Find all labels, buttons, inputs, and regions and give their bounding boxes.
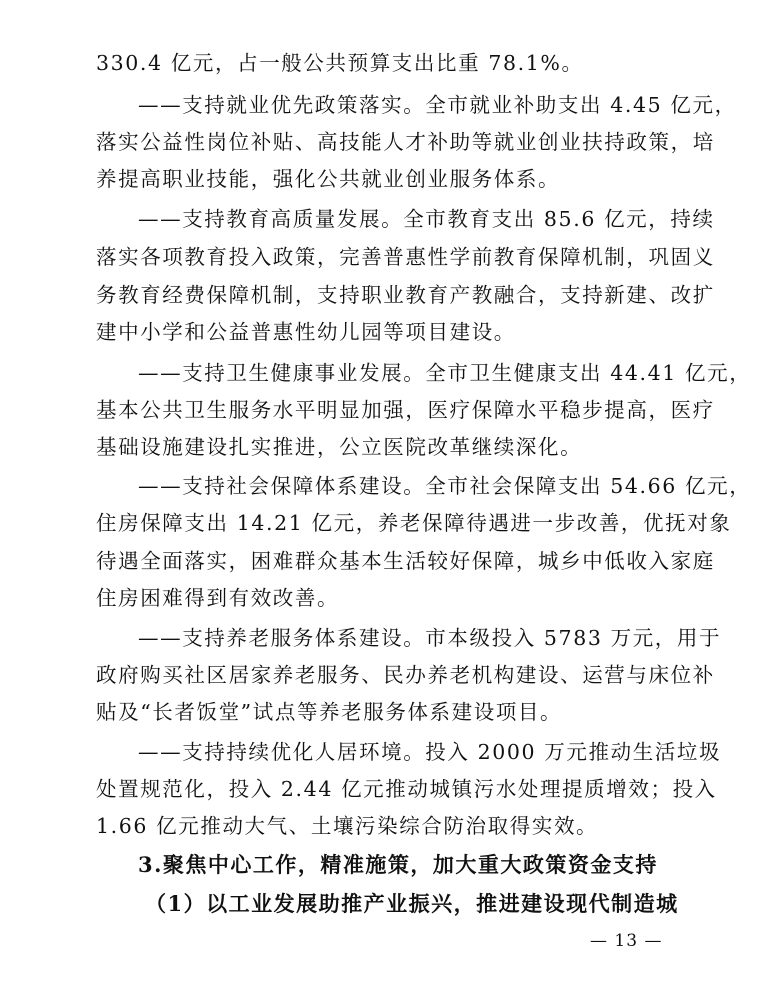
body-line: 建中小学和公益普惠性幼儿园等项目建设。 (96, 320, 516, 344)
page-number: — 13 — (590, 931, 663, 951)
body-line: 待遇全面落实，困难群众基本生活较好保障，城乡中低收入家庭 (96, 549, 715, 573)
body-line: ——支持持续优化人居环境。投入 2000 万元推动生活垃圾 (138, 740, 722, 764)
body-line: 落实公益性岗位补贴、高技能人才补助等就业创业扶持政策，培 (96, 130, 715, 154)
body-line: 住房保障支出 14.21 亿元，养老保障待遇进一步改善，优抚对象 (96, 511, 732, 535)
body-line: 政府购买社区居家养老服务、民办养老机构建设、运营与床位补 (96, 663, 715, 687)
body-line: ——支持就业优先政策落实。全市就业补助支出 4.45 亿元， (138, 93, 737, 117)
body-line: ——支持社会保障体系建设。全市社会保障支出 54.66 亿元， (138, 474, 752, 498)
body-line: ——支持卫生健康事业发展。全市卫生健康支出 44.41 亿元， (138, 361, 752, 385)
body-line: 贴及“长者饭堂”试点等养老服务体系建设项目。 (96, 700, 563, 724)
body-line: 基本公共卫生服务水平明显加强，医疗保障水平稳步提高，医疗 (96, 398, 715, 422)
body-line: 1.66 亿元推动大气、土壤污染综合防治取得实效。 (96, 814, 599, 838)
body-line: 处置规范化，投入 2.44 亿元推动城镇污水处理提质增效；投入 (96, 777, 717, 801)
body-line: ——支持教育高质量发展。全市教育支出 85.6 亿元，持续 (138, 207, 715, 231)
subsection-heading: （1）以工业发展助推产业振兴，推进建设现代制造城 (145, 891, 679, 916)
body-line: 基础设施建设扎实推进，公立医院改革继续深化。 (96, 435, 583, 459)
body-line: 330.4 亿元，占一般公共预算支出比重 78.1%。 (96, 51, 584, 75)
body-line: 住房困难得到有效改善。 (96, 586, 340, 610)
body-line: 落实各项教育投入政策，完善普惠性学前教育保障机制，巩固义 (96, 245, 715, 269)
body-line: 养提高职业技能，强化公共就业创业服务体系。 (96, 167, 561, 191)
body-line: ——支持养老服务体系建设。市本级投入 5783 万元，用于 (138, 626, 722, 650)
body-line: 务教育经费保障机制，支持职业教育产教融合，支持新建、改扩 (96, 283, 715, 307)
section-heading: 3.聚焦中心工作，精准施策，加大重大政策资金支持 (138, 852, 658, 877)
